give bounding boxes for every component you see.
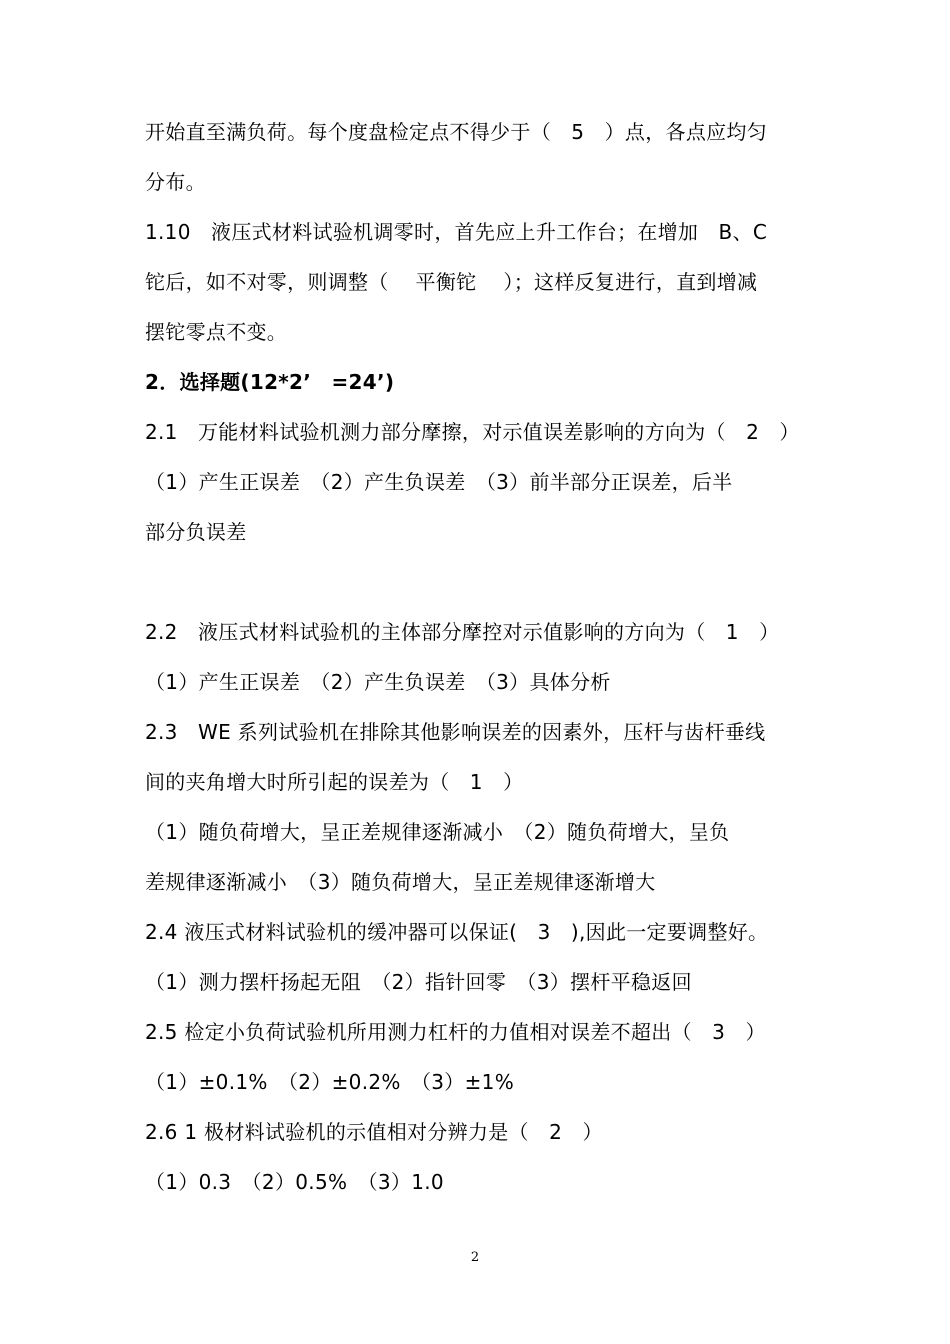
text-line: 开始直至满负荷。每个度盘检定点不得少于（ 5 ）点，各点应均匀 xyxy=(145,120,768,144)
question-2-3-cont: 间的夹角增大时所引起的误差为（ 1 ） xyxy=(145,770,524,794)
question-2-1: 2.1 万能材料试验机测力部分摩擦，对示值误差影响的方向为（ 2 ） xyxy=(145,420,800,444)
text-line: 1.10 液压式材料试验机调零时，首先应上升工作台；在增加 B、C xyxy=(145,220,768,244)
section-heading: 2．选择题(12*2’ =24’) xyxy=(145,370,395,394)
question-2-3-options-cont: 差规律逐渐减小 （3）随负荷增大，呈正差规律逐渐增大 xyxy=(145,870,656,894)
question-2-3-options: （1）随负荷增大，呈正差规律逐渐减小 （2）随负荷增大，呈负 xyxy=(145,820,730,844)
text-line: 摆铊零点不变。 xyxy=(145,320,288,344)
text-line: 分布。 xyxy=(145,170,206,194)
question-2-4-options: （1）测力摆杆扬起无阻 （2）指针回零 （3）摆杆平稳返回 xyxy=(145,970,692,994)
question-2-6: 2.6 1 极材料试验机的示值相对分辨力是（ 2 ） xyxy=(145,1120,603,1144)
question-2-5: 2.5 检定小负荷试验机所用测力杠杆的力值相对误差不超出（ 3 ） xyxy=(145,1020,766,1044)
question-2-4: 2.4 液压式材料试验机的缓冲器可以保证( 3 ),因此一定要调整好。 xyxy=(145,920,769,944)
question-2-6-options: （1）0.3 （2）0.5% （3）1.0 xyxy=(145,1170,444,1194)
question-2-3: 2.3 WE 系列试验机在排除其他影响误差的因素外，压杆与齿杆垂线 xyxy=(145,720,766,744)
question-2-2-options: （1）产生正误差 （2）产生负误差 （3）具体分析 xyxy=(145,670,611,694)
question-2-1-options-cont: 部分负误差 xyxy=(145,520,247,544)
text-line: 铊后，如不对零，则调整（ 平衡铊 ）；这样反复进行，直到增减 xyxy=(145,270,758,294)
question-2-5-options: （1）±0.1% （2）±0.2% （3）±1% xyxy=(145,1070,514,1094)
question-2-1-options: （1）产生正误差 （2）产生负误差 （3）前半部分正误差，后半 xyxy=(145,470,733,494)
question-2-2: 2.2 液压式材料试验机的主体部分摩控对示值影响的方向为（ 1 ） xyxy=(145,620,780,644)
page-number: 2 xyxy=(470,1250,480,1265)
